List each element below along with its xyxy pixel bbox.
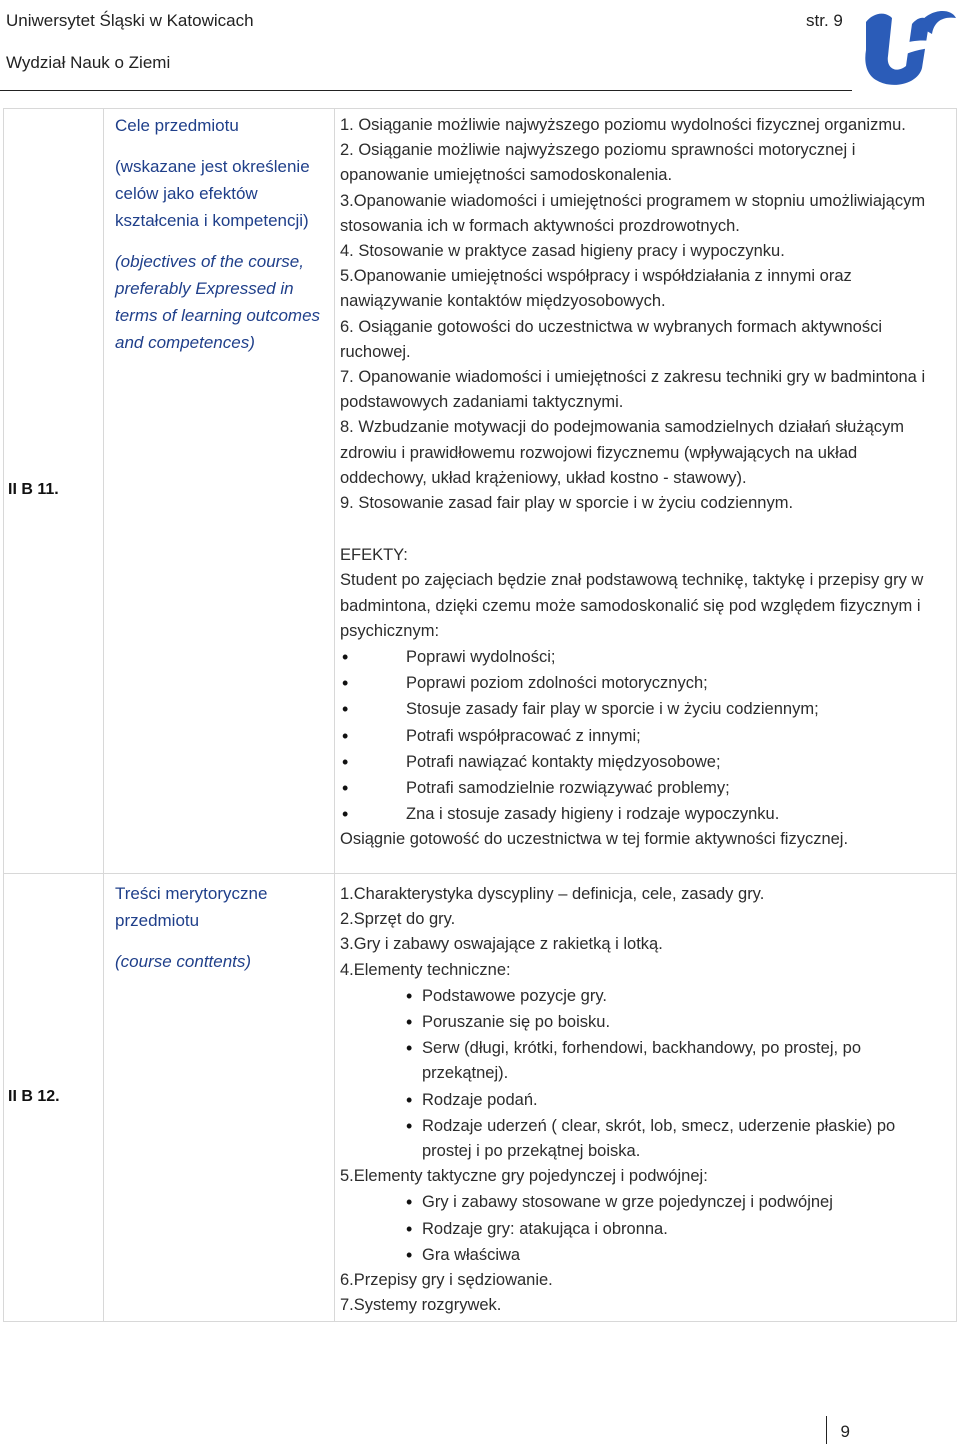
contents-item-label: 4.Elementy techniczne:	[340, 960, 511, 979]
effect-item: • Potrafi nawiązać kontakty międzyosobowe;	[340, 750, 948, 775]
contents-item	[340, 1293, 948, 1318]
section-11-label	[115, 112, 327, 356]
contents-item-label: 6.Przepisy gry i sędziowanie.	[340, 1271, 553, 1290]
contents-item	[340, 932, 948, 957]
contents-subitem: • Rodzaje podań.	[340, 1088, 948, 1113]
objective-item: 6. Osiąganie gotowości do uczestnictwa w wybranych formach aktywności ruchowej.	[340, 317, 882, 361]
effect-item: • Potrafi współpracować z innymi;	[340, 724, 948, 749]
effects-list	[340, 645, 948, 827]
contents-sublist	[340, 984, 948, 1164]
contents-item-label: 1.Charakterystyka dyscypliny – definicja, cele, zasady gry.	[340, 885, 765, 903]
header-rule	[0, 90, 852, 91]
contents-sublist	[340, 1190, 948, 1268]
contents-subitem: • Poruszanie się po boisku.	[340, 1010, 948, 1035]
objective-item: 9. Stosowanie zasad fair play w sporcie i w życiu codziennym.	[340, 494, 794, 513]
contents-list	[340, 882, 948, 1318]
contents-item	[340, 958, 948, 1165]
contents-subitem: • Gry i zabawy stosowane w grze pojedynczej i podwójnej	[340, 1190, 948, 1215]
objective-item: 5.Opanowanie umiejętności współpracy i współdziałania z innymi oraz nawiązywanie kontaktów międzyosobowych.	[340, 267, 852, 311]
contents-item	[340, 882, 948, 907]
section-12-note-en: (course conttents)	[115, 952, 252, 971]
contents-subitem: • Serw (długi, krótki, forhendowi, backhandowy, po prostej, po przekątnej).	[340, 1036, 948, 1086]
objective-item: 2. Osiąganie możliwie najwyższego poziomu sprawności motorycznej i opanowanie umiejętności samodoskonalenia.	[340, 141, 856, 185]
effect-item: • Stosuje zasady fair play w sporcie i w życiu codziennym;	[340, 697, 948, 722]
effect-item: • Poprawi wydolności;	[340, 645, 948, 670]
section-11-note-pl: (wskazane jest określenie celów jako efektów kształcenia i kompetencji)	[115, 157, 310, 230]
page-label: str. 9	[806, 11, 843, 30]
table-col-divider-2	[334, 108, 335, 1322]
page-number-divider	[826, 1416, 827, 1444]
objective-item: 3.Opanowanie wiadomości i umiejętności programem w stopniu umożliwiającym stosowania ich w formach aktywności prozdrowotnych.	[340, 191, 926, 235]
contents-item-label: 5.Elementy taktyczne gry pojedynczej i podwójnej:	[340, 1167, 708, 1186]
section-12-title: Treści merytoryczne przedmiotu	[115, 884, 268, 930]
contents-item	[340, 1164, 948, 1268]
section-code-12: II B 12.	[8, 1088, 60, 1105]
contents-item-label: 2.Sprzęt do gry.	[340, 910, 456, 929]
faculty-name: Wydział Nauk o Ziemi	[6, 53, 171, 72]
table-row-divider	[3, 873, 957, 874]
objective-item: 4. Stosowanie w praktyce zasad higieny pracy i wypoczynku.	[340, 242, 785, 261]
course-contents	[340, 882, 948, 1318]
section-code-11: II B 11.	[8, 481, 59, 498]
university-logo-icon	[862, 4, 958, 90]
effects-label: EFEKTY:	[340, 546, 408, 565]
page-number: 9	[840, 1422, 850, 1441]
objective-item: 8. Wzbudzanie motywacji do podejmowania samodzielnych działań służącym zdrowiu i prawidłowemu rozwojowi fizycznemu (wpływających na układ oddechowy, układ krążeniowy, układ kostno - stawowy).	[340, 418, 905, 487]
objective-item: 1. Osiąganie możliwie najwyższego poziomu wydolności fizycznej organizmu.	[340, 116, 906, 134]
contents-item-label: 7.Systemy rozgrywek.	[340, 1296, 502, 1315]
contents-subitem: • Gra właściwa	[340, 1243, 948, 1268]
effect-item: • Zna i stosuje zasady higieny i rodzaje wypoczynku.	[340, 802, 948, 827]
contents-subitem: • Podstawowe pozycje gry.	[340, 984, 948, 1009]
university-name: Uniwersytet Śląski w Katowicach	[6, 11, 254, 30]
objectives-list	[340, 113, 948, 516]
objective-item: 7. Opanowanie wiadomości i umiejętności z zakresu techniki gry w badmintona i podstawowych zadaniami taktycznymi.	[340, 368, 926, 412]
section-11-title: Cele przedmiotu	[115, 116, 239, 135]
contents-subitem: • Rodzaje uderzeń ( clear, skrót, lob, smecz, uderzenie płaskie) po prostej i po przekątnej boiska.	[340, 1114, 948, 1164]
contents-item	[340, 1268, 948, 1293]
section-11-note-en: (objectives of the course, preferably Expressed in terms of learning outcomes and competences)	[115, 252, 321, 352]
effects-outro: Osiągnie gotowość do uczestnictwa w tej formie aktywności fizycznej.	[340, 830, 849, 849]
contents-item	[340, 907, 948, 932]
effect-item: • Potrafi samodzielnie rozwiązywać problemy;	[340, 776, 948, 801]
effects-intro: Student po zajęciach będzie znał podstawową technikę, taktykę i przepisy gry w badmintona, dzięki czemu może samodoskonalić się pod względem fizycznym i psychicznym:	[340, 571, 924, 640]
contents-subitem: • Rodzaje gry: atakująca i obronna.	[340, 1217, 948, 1242]
objectives-content	[340, 113, 948, 853]
effect-item: • Poprawi poziom zdolności motorycznych;	[340, 671, 948, 696]
table-col-divider-1	[103, 108, 104, 1322]
section-12-label	[115, 880, 327, 975]
contents-item-label: 3.Gry i zabawy oswajające z rakietką i lotką.	[340, 935, 663, 954]
